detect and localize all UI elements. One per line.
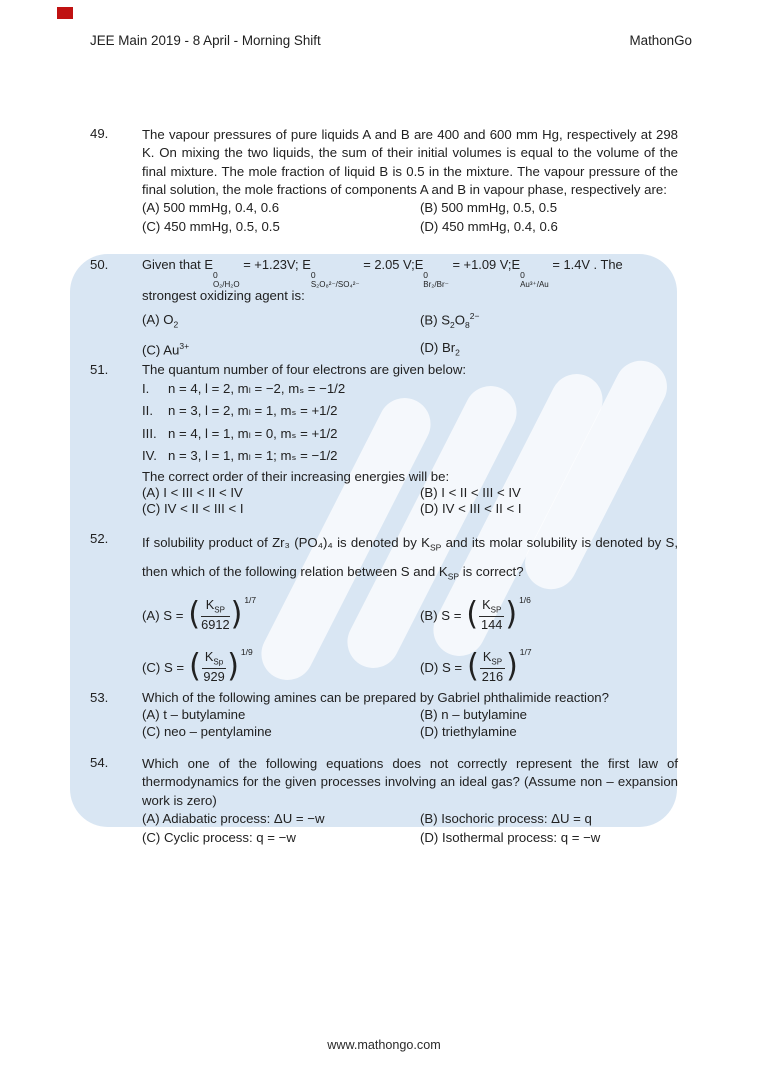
option-d: (D) Isothermal process: q = −w [420,829,601,845]
question-body: The quantum number of four electrons are given below: [142,362,467,377]
exponent: 1/9 [240,647,253,658]
options-row [142,707,678,723]
option-b: (B) I < II < III < IV [420,485,521,501]
options-grid [142,594,678,688]
e-value: = +1.23V; [239,257,303,272]
options-row [142,199,678,217]
electron-config-item: IV. n = 3, l = 1, mₗ = 1; mₛ = −1/2 [142,448,338,464]
option-c: (C) S = ( $\frac{K_{Sp}}{929}$ ) 1/9 [142,647,253,686]
e-term [302,257,360,289]
option-d: (D) 450 mmHg, 0.4, 0.6 [420,218,558,234]
right-paren: ) [227,647,239,686]
question-body: strongest oxidizing agent is: [142,288,305,303]
option-b: (B) 500 mmHg, 0.5, 0.5 [420,200,558,216]
red-corner-mark [57,7,73,19]
e-value: = +1.09 V; [448,257,512,272]
electron-config-item: III. n = 4, l = 1, mₗ = 0, mₛ = +1/2 [142,425,338,441]
left-paren: ( [467,647,479,686]
question-body: The correct order of their increasing energies will be: [142,468,450,484]
e-symbol: E [414,257,424,272]
lead-text: Given that [142,257,205,272]
question-54 [90,755,678,847]
left-paren: ( [189,647,201,686]
options-row [142,501,678,517]
options-row [142,310,678,332]
question-49 [90,126,678,236]
option-a: (A) I < III < II < IV [142,485,243,501]
question-50 [90,257,678,360]
question-number: 53. [90,690,109,705]
option-c: (C) IV < II < III < I [142,500,244,516]
sup-sub-stack: 0 Br₂/Br⁻ [423,270,449,289]
e-term [204,257,240,289]
option-a: (A) t – butylamine [142,707,246,722]
option-c: (C) 450 mmHg, 0.5, 0.5 [142,218,280,234]
question-number: 52. [90,531,109,546]
options-row [142,724,678,740]
option-c: (C) neo – pentylamine [142,723,272,739]
option-b: (B) Isochoric process: ΔU = q [420,811,592,827]
question-body: Which one of the following equations does not correctly represent the first law of thermodynamics for the given processes involving an ideal gas? (Assume non – expansion work is zero) [142,756,678,808]
footer-url: www.mathongo.com [327,1038,441,1052]
option-d: (D) S = ( $\frac{K_{SP}}{216}$ ) 1/7 [420,647,532,686]
options-row [142,810,678,828]
option-a: (A) Adiabatic process: ΔU = −w [142,811,325,827]
option-d: (D) IV < III < II < I [420,500,522,516]
question-body: The vapour pressures of pure liquids A and B are 400 and 600 mm Hg, respectively at 298 K. On mixing the two liquids, the sum of their initial volumes is equal to the volume of the final mixture. The mole fraction of liquid B is 0.5 in the mixture. The vapour pressure of the final solution, the mole fractions of components A and B in vapour phase, respectively are: [142,127,678,198]
question-body-electrode-potentials [142,257,678,287]
e-term [511,257,549,289]
left-paren: ( [466,595,479,634]
electron-config-item: I. n = 4, l = 2, mₗ = −2, mₛ = −1/2 [142,381,346,396]
sup-sub-stack: 0 Au³⁺/Au [520,270,549,289]
electron-config-item: II. n = 3, l = 2, mₗ = 1, mₛ = +1/2 [142,403,338,419]
sup-sub-stack: 0 S₂O₈²⁻/SO₄²⁻ [310,270,360,289]
right-paren: ) [505,595,518,634]
header-brand: MathonGo [629,33,692,48]
option-a: (A) 500 mmHg, 0.4, 0.6 [142,200,280,216]
fraction: $\frac{K_{SP}}{144}$ [481,597,503,632]
exponent: 1/6 [519,595,531,606]
e-symbol: E [302,257,311,272]
exponent: 1/7 [519,647,532,658]
left-paren: ( [188,595,201,634]
options-row [142,218,678,236]
fraction: $\frac{K_{SP}}{6912}$ [201,597,230,632]
e-value: = 2.05 V; [359,257,415,272]
question-number: 50. [90,257,109,272]
fraction: $\frac{K_{SP}}{216}$ [481,649,504,684]
e-term [414,257,449,289]
question-number: 54. [90,755,109,770]
options-row [142,485,678,501]
option-c: (C) $Au^{3+}$ [142,340,190,358]
option-a: (A) $O_2$ [142,312,179,330]
option-b: (B) $S_2O_8^{2-}$ [420,311,480,331]
exponent: 1/7 [244,595,257,606]
header-title: JEE Main 2019 - 8 April - Morning Shift [90,33,321,48]
sup-sub-stack: 0 O₂/H₂O [212,270,240,289]
option-b: (B) S = ( $\frac{K_{SP}}{144}$ ) 1/6 [420,595,531,634]
option-a: (A) S = ( $\frac{K_{SP}}{6912}$ ) 1/7 [142,595,257,634]
question-number: 51. [90,362,109,377]
question-number: 49. [90,126,109,141]
e-symbol: E [204,257,213,272]
fraction: $\frac{K_{Sp}}{929}$ [203,649,225,684]
question-52 [90,531,678,688]
question-body: If solubility product of Zr₃ (PO₄)₄ is denoted by $K_{SP}$ and its molar solubility is denoted by S, then which of the following relation between S and $K_{SP}$ is correct? [142,535,679,582]
option-d: (D) $Br_2$ [420,340,460,358]
right-paren: ) [230,595,243,634]
options-row [142,338,678,360]
e-symbol: E [511,257,521,272]
page-header [90,33,692,48]
options-row [142,829,678,847]
question-body: Which of the following amines can be prepared by Gabriel phthalimide reaction? [142,690,609,705]
question-51 [90,362,678,516]
question-53 [90,690,678,739]
right-paren: ) [506,647,518,686]
option-b: (B) n – butylamine [420,707,528,722]
option-c: (C) Cyclic process: q = −w [142,829,296,845]
option-d: (D) triethylamine [420,723,517,739]
e-value: = 1.4V . The [548,257,623,272]
